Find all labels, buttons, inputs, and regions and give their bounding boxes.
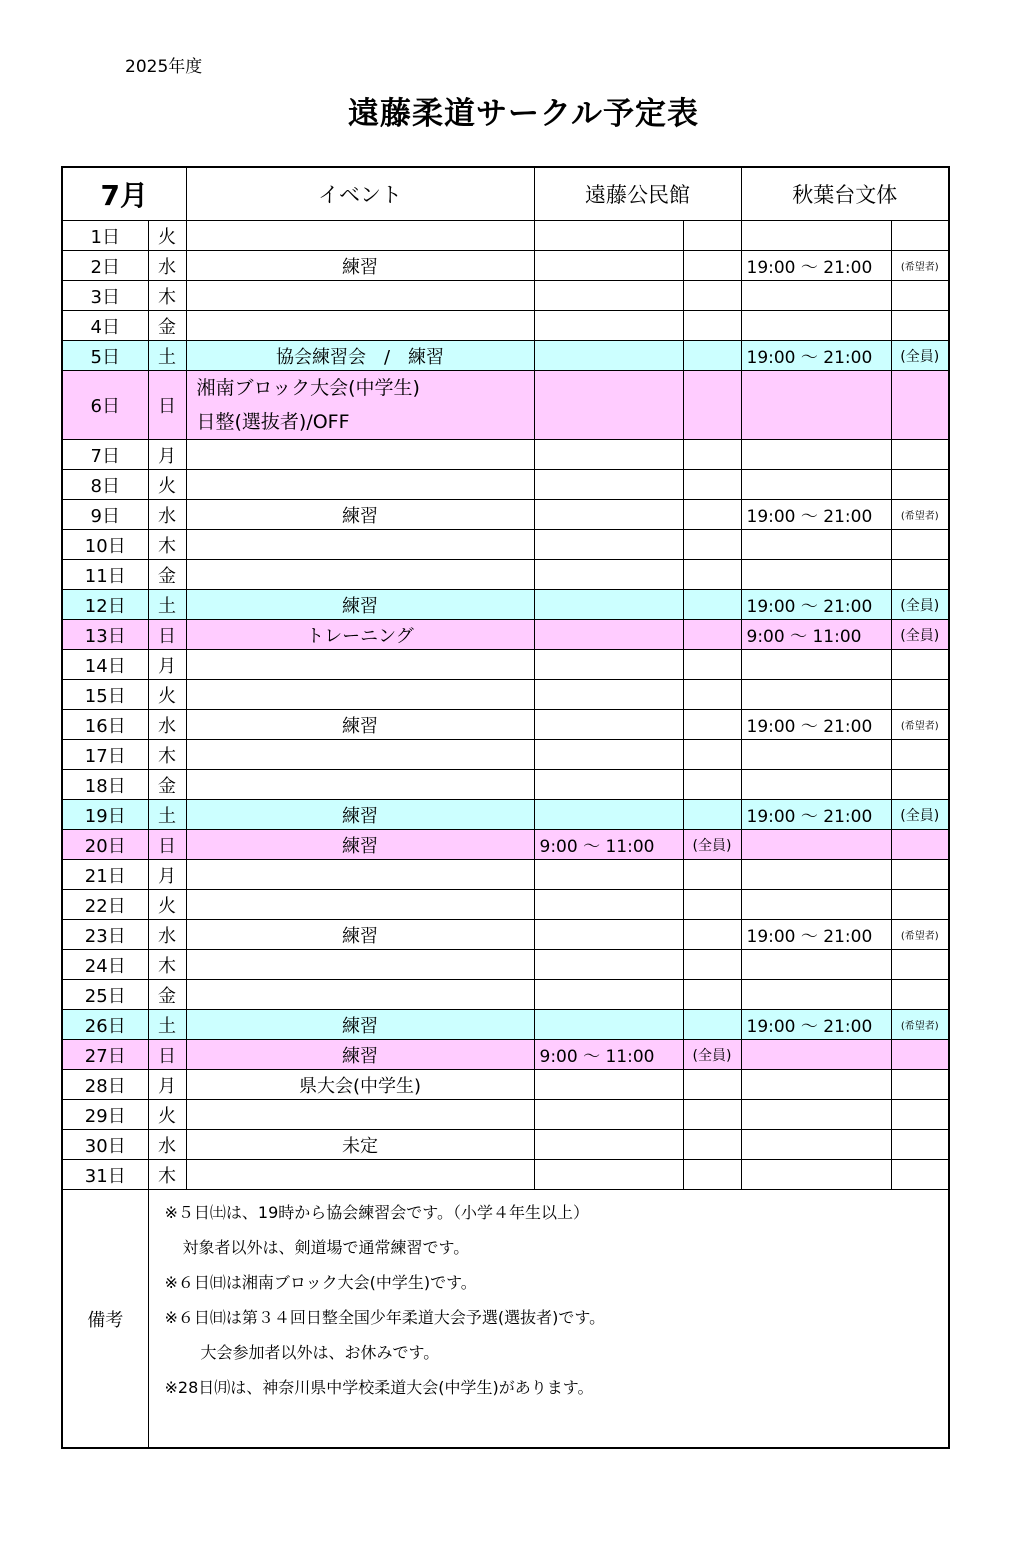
endo-time-cell xyxy=(534,590,683,620)
weekday-cell: 金 xyxy=(148,311,186,341)
weekday-cell: 月 xyxy=(148,1070,186,1100)
akibadai-group-cell xyxy=(891,221,949,251)
event-cell xyxy=(186,680,534,710)
table-row xyxy=(62,1100,949,1130)
event-cell: 練習 xyxy=(186,800,534,830)
table-row xyxy=(62,620,949,650)
event-cell xyxy=(186,1100,534,1130)
akibadai-group-cell xyxy=(891,650,949,680)
akibadai-time-cell: 19:00 ～ 21:00 xyxy=(741,1010,891,1040)
table-row xyxy=(62,830,949,860)
endo-group-cell xyxy=(683,950,741,980)
endo-group-cell xyxy=(683,980,741,1010)
note-line: 対象者以外は、剣道場で通常練習です。 xyxy=(182,1238,470,1257)
endo-time-cell xyxy=(534,470,683,500)
note-line: ※５日㈯は、19時から協会練習会です。（小学４年生以上） xyxy=(164,1203,589,1222)
akibadai-time-cell xyxy=(741,440,891,470)
endo-group-cell xyxy=(683,620,741,650)
weekday-cell: 水 xyxy=(148,710,186,740)
akibadai-time-cell: 19:00 ～ 21:00 xyxy=(741,500,891,530)
day-cell: 17日 xyxy=(62,740,148,770)
schedule-table xyxy=(61,166,950,1449)
endo-time-cell xyxy=(534,221,683,251)
weekday-cell: 土 xyxy=(148,1010,186,1040)
akibadai-time-cell xyxy=(741,860,891,890)
endo-group-cell xyxy=(683,530,741,560)
day-cell: 30日 xyxy=(62,1130,148,1160)
table-row xyxy=(62,1130,949,1160)
table-row xyxy=(62,1010,949,1040)
akibadai-time-cell xyxy=(741,281,891,311)
akibadai-group-cell xyxy=(891,770,949,800)
endo-group-cell xyxy=(683,371,741,440)
endo-group-cell xyxy=(683,1010,741,1040)
day-cell: 10日 xyxy=(62,530,148,560)
event-cell xyxy=(186,740,534,770)
akibadai-time-cell xyxy=(741,950,891,980)
akibadai-group-cell xyxy=(891,560,949,590)
endo-time-cell xyxy=(534,530,683,560)
weekday-cell: 木 xyxy=(148,281,186,311)
table-row xyxy=(62,311,949,341)
endo-time-cell xyxy=(534,740,683,770)
table-row xyxy=(62,950,949,980)
table-row xyxy=(62,500,949,530)
day-cell: 13日 xyxy=(62,620,148,650)
event-cell xyxy=(186,890,534,920)
endo-time-cell xyxy=(534,950,683,980)
akibadai-group-cell: (全員) xyxy=(891,800,949,830)
akibadai-group-cell xyxy=(891,950,949,980)
table-row xyxy=(62,470,949,500)
day-cell: 9日 xyxy=(62,500,148,530)
weekday-cell: 月 xyxy=(148,650,186,680)
endo-time-cell xyxy=(534,341,683,371)
endo-group-cell xyxy=(683,221,741,251)
event-cell: 練習 xyxy=(186,710,534,740)
weekday-cell: 土 xyxy=(148,800,186,830)
akibadai-time-cell xyxy=(741,371,891,440)
akibadai-group-cell xyxy=(891,890,949,920)
event-cell: 県大会(中学生) xyxy=(186,1070,534,1100)
akibadai-time-cell: 19:00 ～ 21:00 xyxy=(741,710,891,740)
day-cell: 16日 xyxy=(62,710,148,740)
day-cell: 15日 xyxy=(62,680,148,710)
weekday-cell: 日 xyxy=(148,830,186,860)
endo-group-cell xyxy=(683,311,741,341)
weekday-cell: 金 xyxy=(148,560,186,590)
table-row xyxy=(62,560,949,590)
table-row xyxy=(62,341,949,371)
day-cell: 19日 xyxy=(62,800,148,830)
endo-time-cell xyxy=(534,860,683,890)
day-cell: 25日 xyxy=(62,980,148,1010)
endo-time-cell xyxy=(534,311,683,341)
endo-time-cell xyxy=(534,890,683,920)
akibadai-time-cell: 19:00 ～ 21:00 xyxy=(741,590,891,620)
akibadai-group-cell xyxy=(891,830,949,860)
endo-group-cell xyxy=(683,1070,741,1100)
event-cell: 練習 xyxy=(186,830,534,860)
akibadai-group-cell xyxy=(891,530,949,560)
akibadai-group-cell xyxy=(891,980,949,1010)
akibadai-group-cell xyxy=(891,1070,949,1100)
event-cell: トレーニング xyxy=(186,620,534,650)
akibadai-time-cell xyxy=(741,740,891,770)
day-cell: 26日 xyxy=(62,1010,148,1040)
endo-time-cell xyxy=(534,1070,683,1100)
endo-group-cell xyxy=(683,650,741,680)
endo-group-cell: (全員) xyxy=(683,1040,741,1070)
table-row xyxy=(62,800,949,830)
notes-row xyxy=(62,1190,949,1449)
endo-group-cell xyxy=(683,281,741,311)
endo-time-cell xyxy=(534,1100,683,1130)
akibadai-time-cell xyxy=(741,1160,891,1190)
endo-time-cell xyxy=(534,620,683,650)
table-row xyxy=(62,1070,949,1100)
endo-group-cell xyxy=(683,341,741,371)
weekday-cell: 火 xyxy=(148,221,186,251)
akibadai-time-cell: 19:00 ～ 21:00 xyxy=(741,920,891,950)
table-row xyxy=(62,590,949,620)
weekday-cell: 木 xyxy=(148,530,186,560)
day-cell: 2日 xyxy=(62,251,148,281)
day-cell: 27日 xyxy=(62,1040,148,1070)
endo-time-cell xyxy=(534,800,683,830)
day-cell: 21日 xyxy=(62,860,148,890)
akibadai-time-cell xyxy=(741,1100,891,1130)
table-row xyxy=(62,920,949,950)
endo-group-cell xyxy=(683,470,741,500)
fiscal-year: 2025年度 xyxy=(125,57,203,77)
event-cell: 練習 xyxy=(186,500,534,530)
akibadai-group-cell: (全員) xyxy=(891,590,949,620)
table-row xyxy=(62,650,949,680)
day-cell: 1日 xyxy=(62,221,148,251)
table-row xyxy=(62,1160,949,1190)
akibadai-group-cell xyxy=(891,440,949,470)
table-row xyxy=(62,770,949,800)
akibadai-group-cell xyxy=(891,1160,949,1190)
day-cell: 3日 xyxy=(62,281,148,311)
endo-time-cell xyxy=(534,710,683,740)
event-cell xyxy=(186,980,534,1010)
akibadai-time-cell: 9:00 ～ 11:00 xyxy=(741,620,891,650)
event-line: 日整(選抜者)/OFF xyxy=(196,411,350,433)
akibadai-group-cell: (希望者) xyxy=(891,920,949,950)
akibadai-group-cell xyxy=(891,680,949,710)
endo-group-cell xyxy=(683,920,741,950)
endo-group-cell xyxy=(683,770,741,800)
table-row xyxy=(62,371,949,440)
akibadai-time-cell: 19:00 ～ 21:00 xyxy=(741,800,891,830)
akibadai-time-cell xyxy=(741,530,891,560)
akibadai-group-cell: (希望者) xyxy=(891,710,949,740)
endo-group-cell xyxy=(683,800,741,830)
endo-group-cell xyxy=(683,590,741,620)
weekday-cell: 火 xyxy=(148,890,186,920)
endo-time-cell xyxy=(534,281,683,311)
akibadai-time-cell xyxy=(741,560,891,590)
endo-time-cell xyxy=(534,680,683,710)
endo-time-cell xyxy=(534,920,683,950)
weekday-cell: 火 xyxy=(148,1100,186,1130)
akibadai-time-cell: 19:00 ～ 21:00 xyxy=(741,251,891,281)
event-cell xyxy=(186,221,534,251)
day-cell: 22日 xyxy=(62,890,148,920)
weekday-cell: 土 xyxy=(148,341,186,371)
event-cell: 練習 xyxy=(186,251,534,281)
akibadai-group-cell: (希望者) xyxy=(891,500,949,530)
page-title: 遠藤柔道サークル予定表 xyxy=(347,96,700,132)
akibadai-time-cell xyxy=(741,890,891,920)
akibadai-time-cell xyxy=(741,680,891,710)
akibadai-time-cell xyxy=(741,770,891,800)
endo-time-cell xyxy=(534,500,683,530)
endo-group-cell xyxy=(683,1160,741,1190)
day-cell: 18日 xyxy=(62,770,148,800)
event-cell xyxy=(186,470,534,500)
day-cell: 24日 xyxy=(62,950,148,980)
day-cell: 23日 xyxy=(62,920,148,950)
day-cell: 11日 xyxy=(62,560,148,590)
notes-label: 備考 xyxy=(62,1190,148,1449)
endo-group-cell xyxy=(683,710,741,740)
table-row xyxy=(62,530,949,560)
table-row xyxy=(62,740,949,770)
akibadai-group-cell: (希望者) xyxy=(891,1010,949,1040)
endo-time-cell xyxy=(534,440,683,470)
note-line: ※28日㈪は、神奈川県中学校柔道大会(中学生)があります。 xyxy=(164,1378,594,1397)
event-cell: 練習 xyxy=(186,1040,534,1070)
endo-time-cell xyxy=(534,1010,683,1040)
endo-time-cell xyxy=(534,650,683,680)
weekday-cell: 金 xyxy=(148,980,186,1010)
weekday-cell: 土 xyxy=(148,590,186,620)
endo-time-cell: 9:00 ～ 11:00 xyxy=(534,1040,683,1070)
table-row xyxy=(62,890,949,920)
akibadai-group-cell xyxy=(891,311,949,341)
akibadai-time-cell xyxy=(741,830,891,860)
table-row xyxy=(62,281,949,311)
table-header-row xyxy=(62,167,949,221)
weekday-cell: 木 xyxy=(148,1160,186,1190)
weekday-cell: 水 xyxy=(148,251,186,281)
endo-group-cell xyxy=(683,680,741,710)
day-cell: 20日 xyxy=(62,830,148,860)
event-cell xyxy=(186,281,534,311)
endo-group-cell xyxy=(683,1130,741,1160)
akibadai-time-cell xyxy=(741,1070,891,1100)
event-cell xyxy=(186,1160,534,1190)
table-row xyxy=(62,860,949,890)
weekday-cell: 火 xyxy=(148,680,186,710)
table-row xyxy=(62,710,949,740)
event-cell: 協会練習会 / 練習 xyxy=(186,341,534,371)
endo-time-cell xyxy=(534,1160,683,1190)
event-cell: 未定 xyxy=(186,1130,534,1160)
day-cell: 8日 xyxy=(62,470,148,500)
event-cell: 練習 xyxy=(186,590,534,620)
weekday-cell: 木 xyxy=(148,740,186,770)
day-cell: 4日 xyxy=(62,311,148,341)
akibadai-group-cell: (全員) xyxy=(891,620,949,650)
day-cell: 7日 xyxy=(62,440,148,470)
table-row xyxy=(62,440,949,470)
venue-endo-header: 遠藤公民館 xyxy=(534,167,741,221)
table-row xyxy=(62,680,949,710)
akibadai-time-cell xyxy=(741,1040,891,1070)
akibadai-time-cell xyxy=(741,980,891,1010)
akibadai-group-cell xyxy=(891,1100,949,1130)
endo-time-cell xyxy=(534,770,683,800)
akibadai-group-cell xyxy=(891,281,949,311)
akibadai-group-cell xyxy=(891,371,949,440)
endo-group-cell xyxy=(683,560,741,590)
event-cell: 練習 xyxy=(186,920,534,950)
weekday-cell: 日 xyxy=(148,1040,186,1070)
akibadai-time-cell xyxy=(741,311,891,341)
akibadai-group-cell: (希望者) xyxy=(891,251,949,281)
endo-group-cell: (全員) xyxy=(683,830,741,860)
event-line: 湘南ブロック大会(中学生) xyxy=(196,377,420,399)
day-cell: 29日 xyxy=(62,1100,148,1130)
table-row xyxy=(62,221,949,251)
akibadai-time-cell xyxy=(741,1130,891,1160)
weekday-cell: 月 xyxy=(148,860,186,890)
day-cell: 14日 xyxy=(62,650,148,680)
weekday-cell: 月 xyxy=(148,440,186,470)
event-cell: 練習 xyxy=(186,1010,534,1040)
event-cell xyxy=(186,530,534,560)
akibadai-group-cell: (全員) xyxy=(891,341,949,371)
event-cell xyxy=(186,560,534,590)
weekday-cell: 日 xyxy=(148,620,186,650)
weekday-cell: 水 xyxy=(148,1130,186,1160)
weekday-cell: 水 xyxy=(148,920,186,950)
akibadai-time-cell xyxy=(741,221,891,251)
note-line: ※６日㈰は第３４回日整全国少年柔道大会予選(選抜者)です。 xyxy=(164,1308,606,1327)
note-line: ※６日㈰は湘南ブロック大会(中学生)です。 xyxy=(164,1273,477,1292)
day-cell: 31日 xyxy=(62,1160,148,1190)
weekday-cell: 日 xyxy=(148,371,186,440)
table-row xyxy=(62,251,949,281)
endo-time-cell xyxy=(534,251,683,281)
weekday-cell: 金 xyxy=(148,770,186,800)
event-cell xyxy=(186,371,534,440)
endo-time-cell: 9:00 ～ 11:00 xyxy=(534,830,683,860)
endo-time-cell xyxy=(534,1130,683,1160)
endo-time-cell xyxy=(534,371,683,440)
endo-group-cell xyxy=(683,890,741,920)
event-cell xyxy=(186,650,534,680)
weekday-cell: 火 xyxy=(148,470,186,500)
endo-group-cell xyxy=(683,251,741,281)
month-header: 7月 xyxy=(62,167,186,221)
event-cell xyxy=(186,311,534,341)
akibadai-group-cell xyxy=(891,1130,949,1160)
akibadai-time-cell: 19:00 ～ 21:00 xyxy=(741,341,891,371)
day-cell: 6日 xyxy=(62,371,148,440)
notes-body xyxy=(148,1190,949,1449)
akibadai-group-cell xyxy=(891,860,949,890)
event-cell xyxy=(186,860,534,890)
akibadai-time-cell xyxy=(741,470,891,500)
event-column-header: イベント xyxy=(186,167,534,221)
endo-group-cell xyxy=(683,500,741,530)
endo-group-cell xyxy=(683,1100,741,1130)
akibadai-time-cell xyxy=(741,650,891,680)
event-cell xyxy=(186,770,534,800)
weekday-cell: 木 xyxy=(148,950,186,980)
weekday-cell: 水 xyxy=(148,500,186,530)
endo-group-cell xyxy=(683,860,741,890)
endo-time-cell xyxy=(534,560,683,590)
akibadai-group-cell xyxy=(891,1040,949,1070)
endo-time-cell xyxy=(534,980,683,1010)
day-cell: 28日 xyxy=(62,1070,148,1100)
event-cell xyxy=(186,950,534,980)
endo-group-cell xyxy=(683,740,741,770)
table-row xyxy=(62,1040,949,1070)
note-line: 大会参加者以外は、お休みです。 xyxy=(200,1343,440,1362)
day-cell: 5日 xyxy=(62,341,148,371)
endo-group-cell xyxy=(683,440,741,470)
venue-akibadai-header: 秋葉台文体 xyxy=(741,167,949,221)
table-row xyxy=(62,980,949,1010)
event-cell xyxy=(186,440,534,470)
day-cell: 12日 xyxy=(62,590,148,620)
akibadai-group-cell xyxy=(891,740,949,770)
akibadai-group-cell xyxy=(891,470,949,500)
